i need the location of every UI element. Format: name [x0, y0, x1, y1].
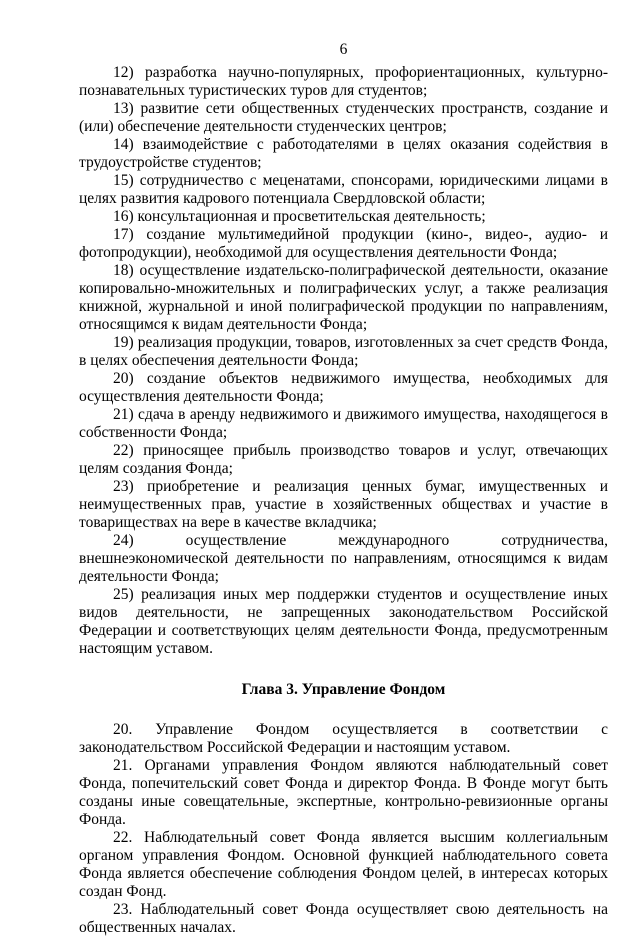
list-item-18: 18) осуществление издательско-полиграфической деятельности, оказание копировально-множительных и полиграфических услуг, а также реализация книжной, журнальной и иной полиграфической продукции по направлениям, относящимся к видам деятельности Фонда;: [79, 262, 608, 333]
list-items: [79, 64, 608, 658]
list-item-20: 20) создание объектов недвижимого имущества, необходимых для осуществления деятельности Фонда;: [79, 370, 608, 405]
list-item-21: 21) сдача в аренду недвижимого и движимого имущества, находящегося в собственности Фонда;: [79, 406, 608, 441]
list-item-13: 13) развитие сети общественных студенческих пространств, создание и (или) обеспечение деятельности студенческих центров;: [79, 100, 608, 135]
list-item-14: 14) взаимодействие с работодателями в целях оказания содействия в трудоустройстве студентов;: [79, 136, 608, 171]
chapter-title: Глава 3. Управление Фондом: [241, 681, 446, 698]
list-item-24: 24) осуществление международного сотрудничества, внешнеэкономической деятельности по направлениям, относящимся к видам деятельности Фонда;: [79, 532, 608, 585]
page-number: 6: [339, 41, 348, 58]
section-20: 20. Управление Фондом осуществляется в соответствии с законодательством Российской Федерации и настоящим уставом.: [79, 721, 608, 756]
section-22: 22. Наблюдательный совет Фонда является высшим коллегиальным органом управления Фондом. Основной функцией наблюдательного совета Фонда является обеспечение соблюдения Фондом целей, в интересах которых создан Фонд.: [79, 829, 608, 900]
list-item-16: 16) консультационная и просветительская деятельность;: [113, 208, 486, 225]
list-item-17: 17) создание мультимедийной продукции (кино-, видео-, аудио- и фотопродукции), необходимой для осуществления деятельности Фонда;: [79, 226, 608, 261]
list-item-12: 12) разработка научно-популярных, профориентационных, культурно-познавательных туристических туров для студентов;: [79, 64, 608, 99]
section-21: 21. Органами управления Фондом являются наблюдательный совет Фонда, попечительский совет Фонда и директор Фонда. В Фонде могут быть созданы иные совещательные, экспертные, контрольно-ревизионные органы Фонда.: [79, 757, 608, 828]
section-23: 23. Наблюдательный совет Фонда осуществляет свою деятельность на общественных началах.: [79, 901, 608, 936]
list-item-19: 19) реализация продукции, товаров, изготовленных за счет средств Фонда, в целях обеспечения деятельности Фонда;: [79, 334, 608, 369]
list-item-23: 23) приобретение и реализация ценных бумаг, имущественных и неимущественных прав, участие в хозяйственных обществах и участие в товариществах на вере в качестве вкладчика;: [79, 478, 608, 531]
list-item-25: 25) реализация иных мер поддержки студентов и осуществление иных видов деятельности, не запрещенных законодательством Российской Федерации и соответствующих целям деятельности Фонда, предусмотренным настоящим уставом.: [79, 586, 608, 657]
list-item-22: 22) приносящее прибыль производство товаров и услуг, отвечающих целям создания Фонда;: [79, 442, 608, 477]
list-item-15: 15) сотрудничество с меценатами, спонсорами, юридическими лицами в целях развития кадрового потенциала Свердловской области;: [79, 172, 608, 207]
